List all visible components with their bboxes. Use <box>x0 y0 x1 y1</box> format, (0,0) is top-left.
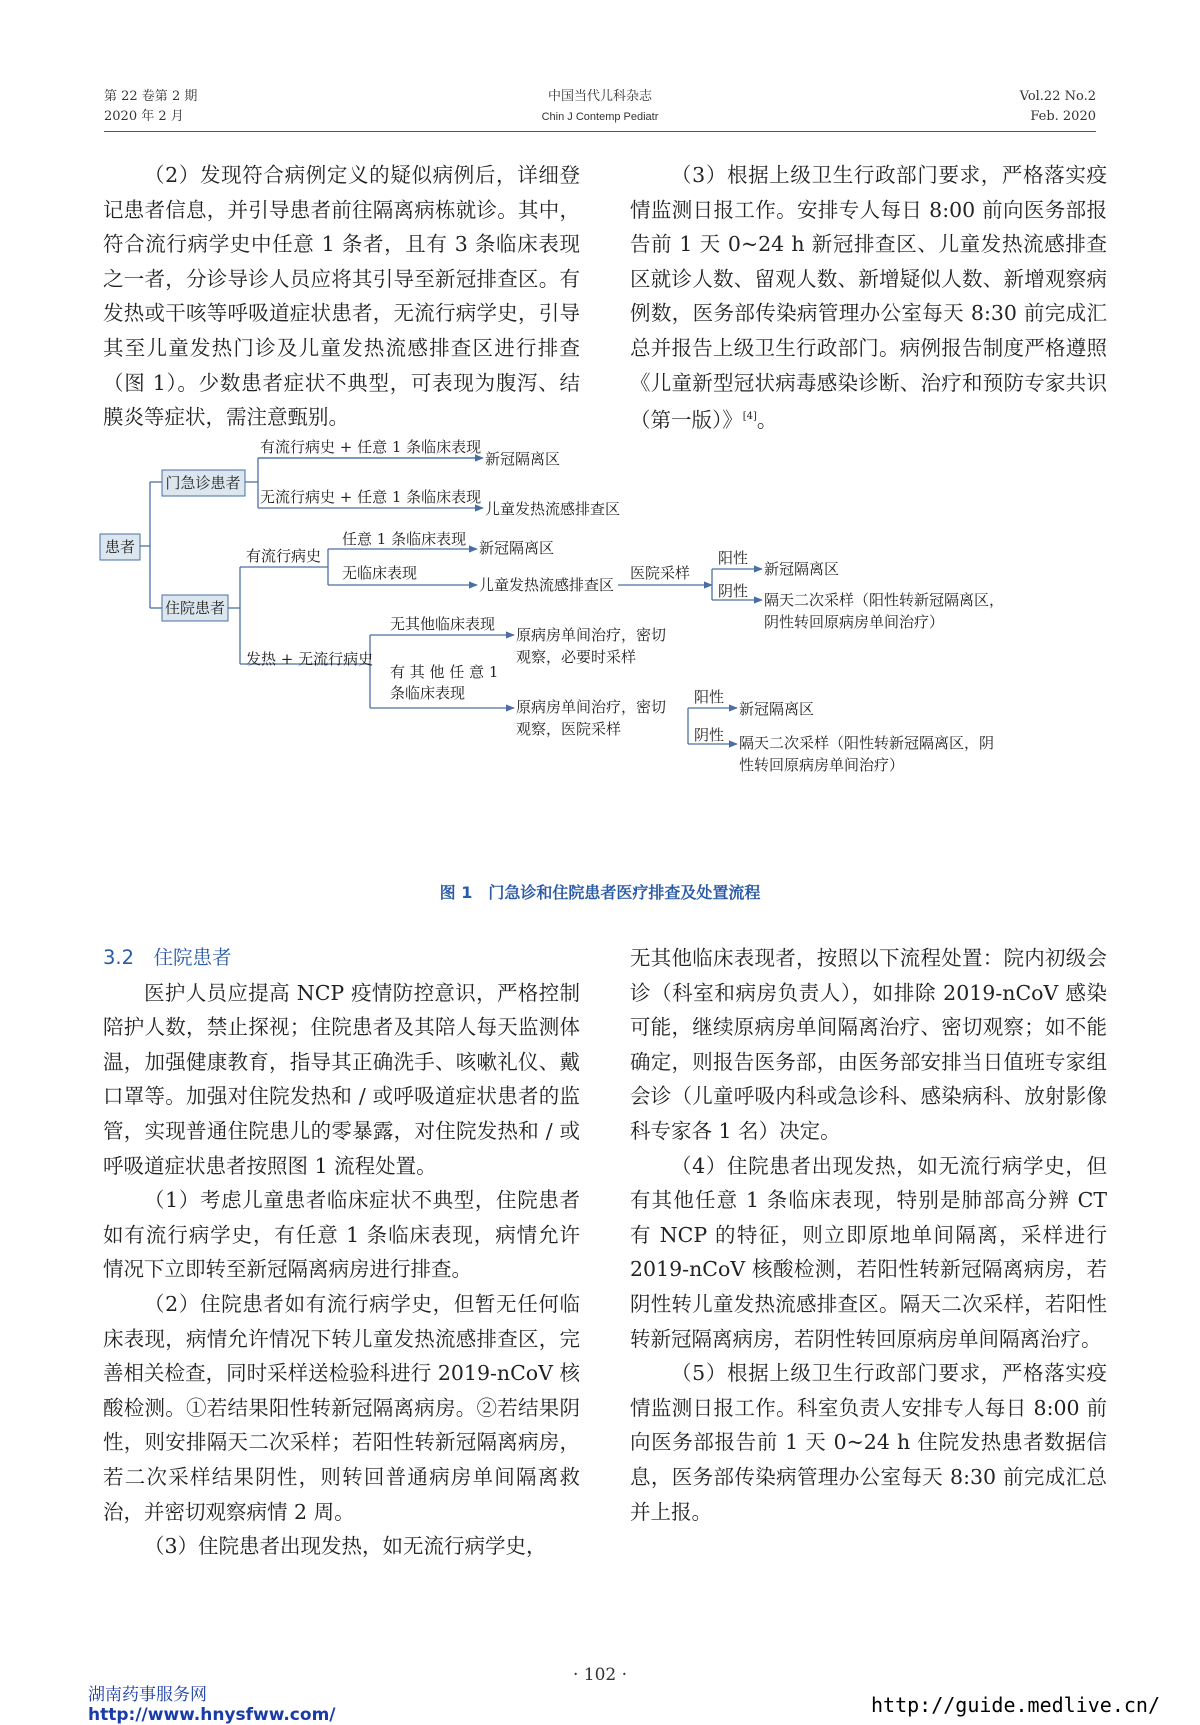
other-target-line2: 观察，医院采样 <box>516 720 622 738</box>
ip-any-target: 新冠隔离区 <box>479 539 555 557</box>
publication-date-en: Feb. 2020 <box>1030 109 1096 124</box>
watermark-left-url[interactable]: http://www.hnysfww.com/ <box>88 1705 336 1725</box>
ip-none-target: 儿童发热流感排查区 <box>479 576 615 594</box>
fever-label: 发热 + 无流行病史 <box>246 650 374 668</box>
watermark-right-url[interactable]: http://guide.medlive.cn/ <box>871 1693 1160 1717</box>
left-column-top <box>103 158 580 435</box>
inpatient-label: 住院患者 <box>164 599 226 617</box>
other-label-line1: 有 其 他 任 意 1 <box>390 663 499 681</box>
patient-label: 患者 <box>104 538 136 556</box>
neg2-target-line1: 隔天二次采样（阳性转新冠隔离区，阴 <box>739 734 995 752</box>
pos2-target: 新冠隔离区 <box>739 700 815 718</box>
paragraph: （3）住院患者出现发热，如无流行病学史， <box>144 1534 547 1559</box>
volume-issue: 第 22 卷第 2 期 <box>104 89 198 104</box>
header-rule <box>104 131 1096 132</box>
paragraph-continued: 无其他临床表现者，按照以下流程处置：院内初级会诊（科室和病房负责人），如排除 2019-nCoV 感染可能，继续原病房单间隔离治疗、密切观察；如不能确定，则报告医务部，由医务部安排当日值班专家组会诊（儿童呼吸内科或急诊科、感染病科、放射影像科专家各 1 名）决定。 <box>630 946 1107 1143</box>
no-other-label: 无其他临床表现 <box>390 615 496 633</box>
pos-label: 阳性 <box>718 549 749 567</box>
outpatient-label: 门急诊患者 <box>165 474 241 492</box>
paragraph <box>630 158 1107 438</box>
section-heading: 3.2 住院患者 <box>103 946 232 969</box>
paragraph: （2）住院患者如有流行病学史，但暂无任何临床表现，病情允许情况下转儿童发热流感排查区，完善相关检查，同时采样送检验科进行 2019-nCoV 核酸检测。①若结果阳性转新冠隔离病房。②若结果阴性，则安排隔天二次采样；若阳性转新冠隔离病房，若二次采样结果阴性，则转回普通病房单间隔离救治，并密切观察病情 2 周。 <box>103 1291 580 1524</box>
paragraph: 医护人员应提高 NCP 疫情防控意识，严格控制陪护人数，禁止探视；住院患者及其陪人每天监测体温，加强健康教育，指导其正确洗手、咳嗽礼仪、戴口罩等。加强对住院发热和 / 或呼吸道症状患者的监管，实现普通住院患儿的零暴露，对住院发热和 / 或呼吸道症状患者按照图 1 流程处置。 <box>103 980 580 1178</box>
paragraph: （2）发现符合病例定义的疑似病例后，详细登记患者信息，并引导患者前往隔离病栋就诊。其中，符合流行病学史中任意 1 条者，且有 3 条临床表现之一者，分诊导诊人员应将其引导至新冠排查区。有发热或干咳等呼吸道症状患者，无流行病学史，引导其至儿童发热门诊及儿童发热流感排查区进行排查（图 1）。少数患者症状不典型，可表现为腹泻、结膜炎等症状，需注意甄别。 <box>103 163 580 430</box>
flowchart-figure <box>100 438 1120 872</box>
paragraph-text: （3）根据上级卫生行政部门要求，严格落实疫情监测日报工作。安排专人每日 8:00 前向医务部报告前 1 天 0~24 h 新冠排查区、儿童发热流感排查区就诊人数、留观人数、新增疑似人数、新增观察病例数，医务部传染病管理办公室每天 8:30 前完成汇总并报告上级卫生行政部门。病例报告制度严格遵照《儿童新型冠状病毒感染诊断、治疗和预防专家共识（第一版）》 <box>630 163 1107 432</box>
op-branch2-label: 无流行病史 + 任意 1 条临床表现 <box>260 488 482 506</box>
watermark-site-name: 湖南药事服务网 <box>88 1685 207 1705</box>
paragraph: （4）住院患者出现发热，如无流行病学史，但有其他任意 1 条临床表现，特别是肺部高分辨 CT 有 NCP 的特征，则立即原地单间隔离，采样进行 2019-nCoV 核酸检测，若阳性转新冠隔离病房，若阴性转儿童发热流感排查区。隔天二次采样，若阳性转新冠隔离病房，若阴性转回原病房单间隔离治疗。 <box>630 1153 1107 1351</box>
journal-title-en: Chin J Contemp Pediatr <box>541 111 659 123</box>
publication-date: 2020 年 2 月 <box>104 109 184 124</box>
ip-none-label: 无临床表现 <box>342 564 418 582</box>
watermark-left <box>88 1685 336 1725</box>
right-column-top <box>630 158 1107 438</box>
other-target-line1: 原病房单间治疗，密切 <box>516 698 667 716</box>
running-header-right <box>1020 87 1096 127</box>
sample-label: 医院采样 <box>630 564 691 582</box>
left-column-bottom <box>103 941 580 1564</box>
journal-title: 中国当代儿科杂志 <box>547 89 652 104</box>
pos-target: 新冠隔离区 <box>764 560 840 578</box>
paragraph: （1）考虑儿童患者临床症状不典型，住院患者如有流行病学史，有任意 1 条临床表现，病情允许情况下立即转至新冠隔离病房进行排查。 <box>103 1188 580 1282</box>
no-other-target-line1: 原病房单间治疗，密切 <box>516 626 667 644</box>
page-number: · 102 · <box>572 1665 628 1685</box>
volume-issue-en: Vol.22 No.2 <box>1019 89 1096 104</box>
ip-epi-label: 有流行病史 <box>246 547 322 565</box>
neg2-target-line2: 性转回原病房单间治疗） <box>739 756 905 774</box>
ip-any-label: 任意 1 条临床表现 <box>342 530 467 548</box>
op-target1: 新冠隔离区 <box>485 450 561 468</box>
pos2-label: 阳性 <box>694 688 725 706</box>
op-target2: 儿童发热流感排查区 <box>485 500 621 518</box>
neg-target-line2: 阴性转回原病房单间治疗） <box>764 613 945 631</box>
right-column-bottom <box>630 941 1107 1529</box>
figure-caption: 图 1 门急诊和住院患者医疗排查及处置流程 <box>439 883 761 902</box>
other-label-line2: 条临床表现 <box>390 684 466 702</box>
paragraph: （5）根据上级卫生行政部门要求，严格落实疫情监测日报工作。科室负责人安排专人每日 8:00 前向医务部报告前 1 天 0~24 h 住院发热患者数据信息，医务部传染病管理办公室每天 8:30 前完成汇总并上报。 <box>630 1361 1107 1524</box>
citation-ref: [4] <box>742 411 757 423</box>
neg2-label: 阴性 <box>694 726 725 744</box>
op-branch1-label: 有流行病史 + 任意 1 条临床表现 <box>260 438 482 456</box>
paragraph-end: 。 <box>756 407 778 432</box>
neg-label: 阴性 <box>718 582 749 600</box>
neg-target-line1: 隔天二次采样（阳性转新冠隔离区， <box>764 591 1005 609</box>
no-other-target-line2: 观察，必要时采样 <box>516 648 637 666</box>
